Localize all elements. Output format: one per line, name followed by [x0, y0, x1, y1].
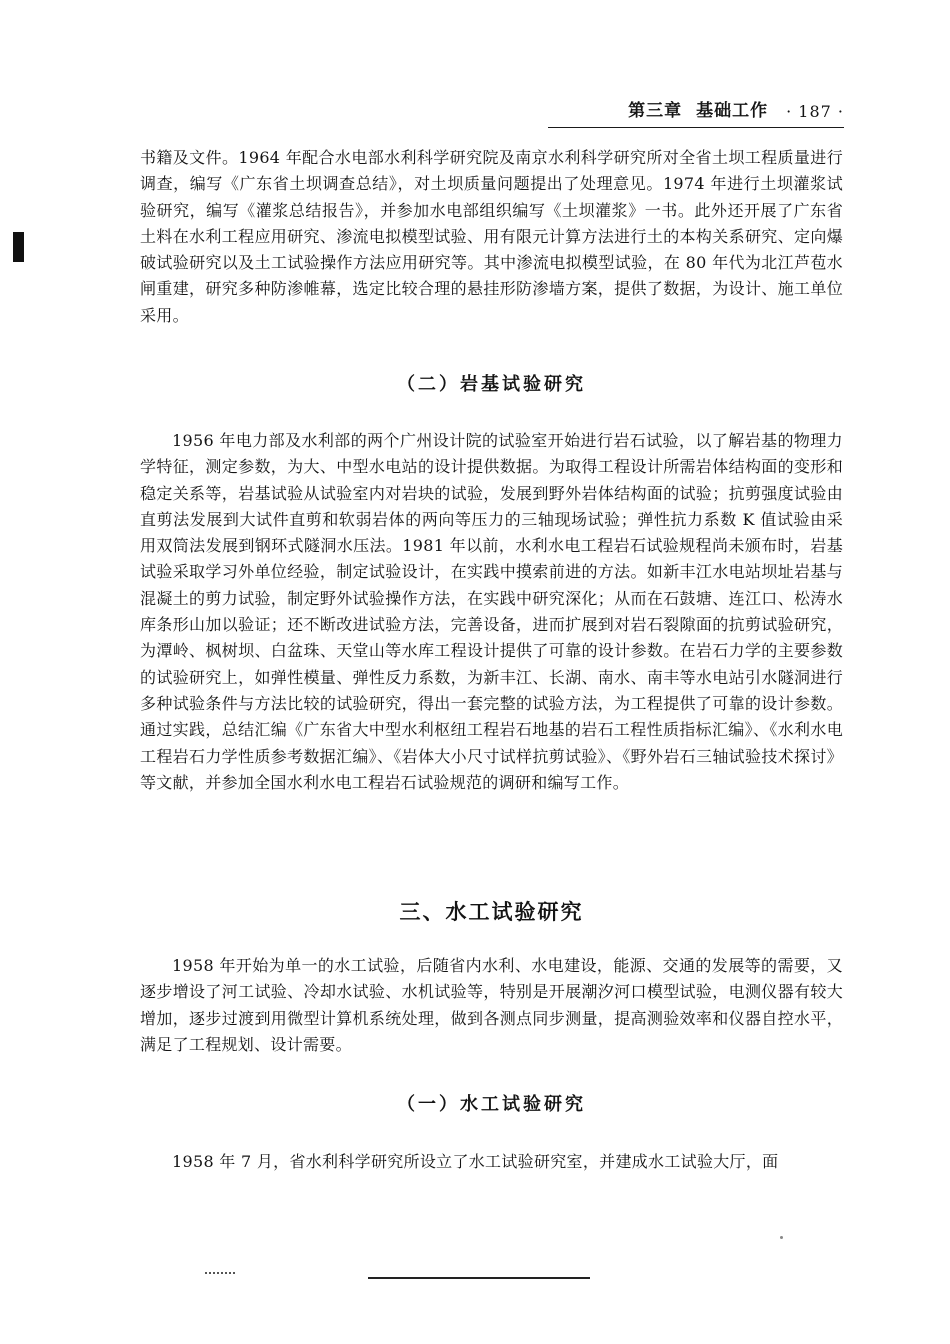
- margin-scan-mark: [13, 232, 24, 262]
- paragraph-rock-foundation: 1956 年电力部及水利部的两个广州设计院的试验室开始进行岩石试验，以了解岩基的物理力学特征，测定参数，为大、中型水电站的设计提供数据。为取得工程设计所需岩体结构面的变形和稳定关系等，岩基试验从试验室内对岩块的试验，发展到野外岩体结构面的试验；抗剪强度试验由直剪法发展到大试件直剪和软弱岩体的两向等压力的三轴现场试验；弹性抗力系数 K 值试验由采用双筒法发展到钢环式隧洞水压法。1981 年以前，水利水电工程岩石试验规程尚未颁布时，岩基试验采取学习外单位经验，制定试验设计，在实践中摸索前进的方法。如新丰江水电站坝址岩基与混凝土的剪力试验，制定野外试验操作方法，在实践中研究深化；从而在石鼓塘、连江口、松涛水库条形山加以验证；还不断改进试验方法，完善设备，进而扩展到对岩石裂隙面的抗剪试验研究，为潭岭、枫树坝、白盆珠、天堂山等水库工程设计提供了可靠的设计参数。在岩石力学的主要参数的试验研究上，如弹性模量、弹性反力系数，为新丰江、长湖、南水、南丰等水电站引水隧洞进行多种试验条件与方法比较的试验研究，得出一套完整的试验方法，为工程提供了可靠的设计参数。通过实践，总结汇编《广东省大中型水利枢纽工程岩石地基的岩石工程性质指标汇编》、《水利水电工程岩石力学性质参考数据汇编》、《岩体大小尺寸试样抗剪试验》、《野外岩石三轴试验技术探讨》等文献，并参加全国水利水电工程岩石试验规范的调研和编写工作。: [140, 431, 843, 792]
- chapter-label: 第三章: [628, 101, 683, 121]
- scan-artifact-speck: [780, 1236, 783, 1239]
- paragraph-hydraulic-lab: 1958 年 7 月，省水利科学研究所设立了水工试验研究室，并建成水工试验大厅，面: [172, 1152, 779, 1171]
- paragraph-hydraulic-intro: 1958 年开始为单一的水工试验，后随省内水利、水电建设，能源、交通的发展等的需要，又逐步增设了河工试验、冷却水试验、水机试验等，特别是开展潮汐河口模型试验，电测仪器有较大增加，逐步过渡到用微型计算机系统处理，做到各测点同步测量，提高测验效率和仪器自控水平，满足了工程规划、设计需要。: [140, 956, 843, 1054]
- heading-hydraulic-tests: 三、水工试验研究: [399, 900, 584, 924]
- scan-artifact-rule: [368, 1277, 590, 1279]
- running-header: [548, 90, 844, 128]
- paragraph-soil-tests-cont: 书籍及文件。1964 年配合水电部水利科学研究院及南京水利科学研究所对全省土坝工程质量进行调查，编写《广东省土坝调查总结》，对土坝质量问题提出了处理意见。1974 年进行土坝灌浆试验研究，编写《灌浆总结报告》，并参加水电部组织编写《土坝灌浆》一书。此外还开展了广东省土料在水利工程应用研究、渗流电拟模型试验、用有限元计算方法进行土的本构关系研究、定向爆破试验研究以及土工试验操作方法应用研究等。其中渗流电拟模型试验，在 80 年代为北江芦苞水闸重建，研究多种防渗帷幕，选定比较合理的悬挂形防渗墙方案，提供了数据，为设计、施工单位采用。: [140, 148, 843, 325]
- page-number: · 187 ·: [786, 102, 844, 121]
- heading-hydraulic-sub: （一）水工试验研究: [397, 1094, 586, 1115]
- heading-rock-foundation-tests: （二）岩基试验研究: [397, 374, 586, 395]
- section-label: 基础工作: [696, 101, 769, 121]
- scan-artifact-dots: [205, 1272, 235, 1276]
